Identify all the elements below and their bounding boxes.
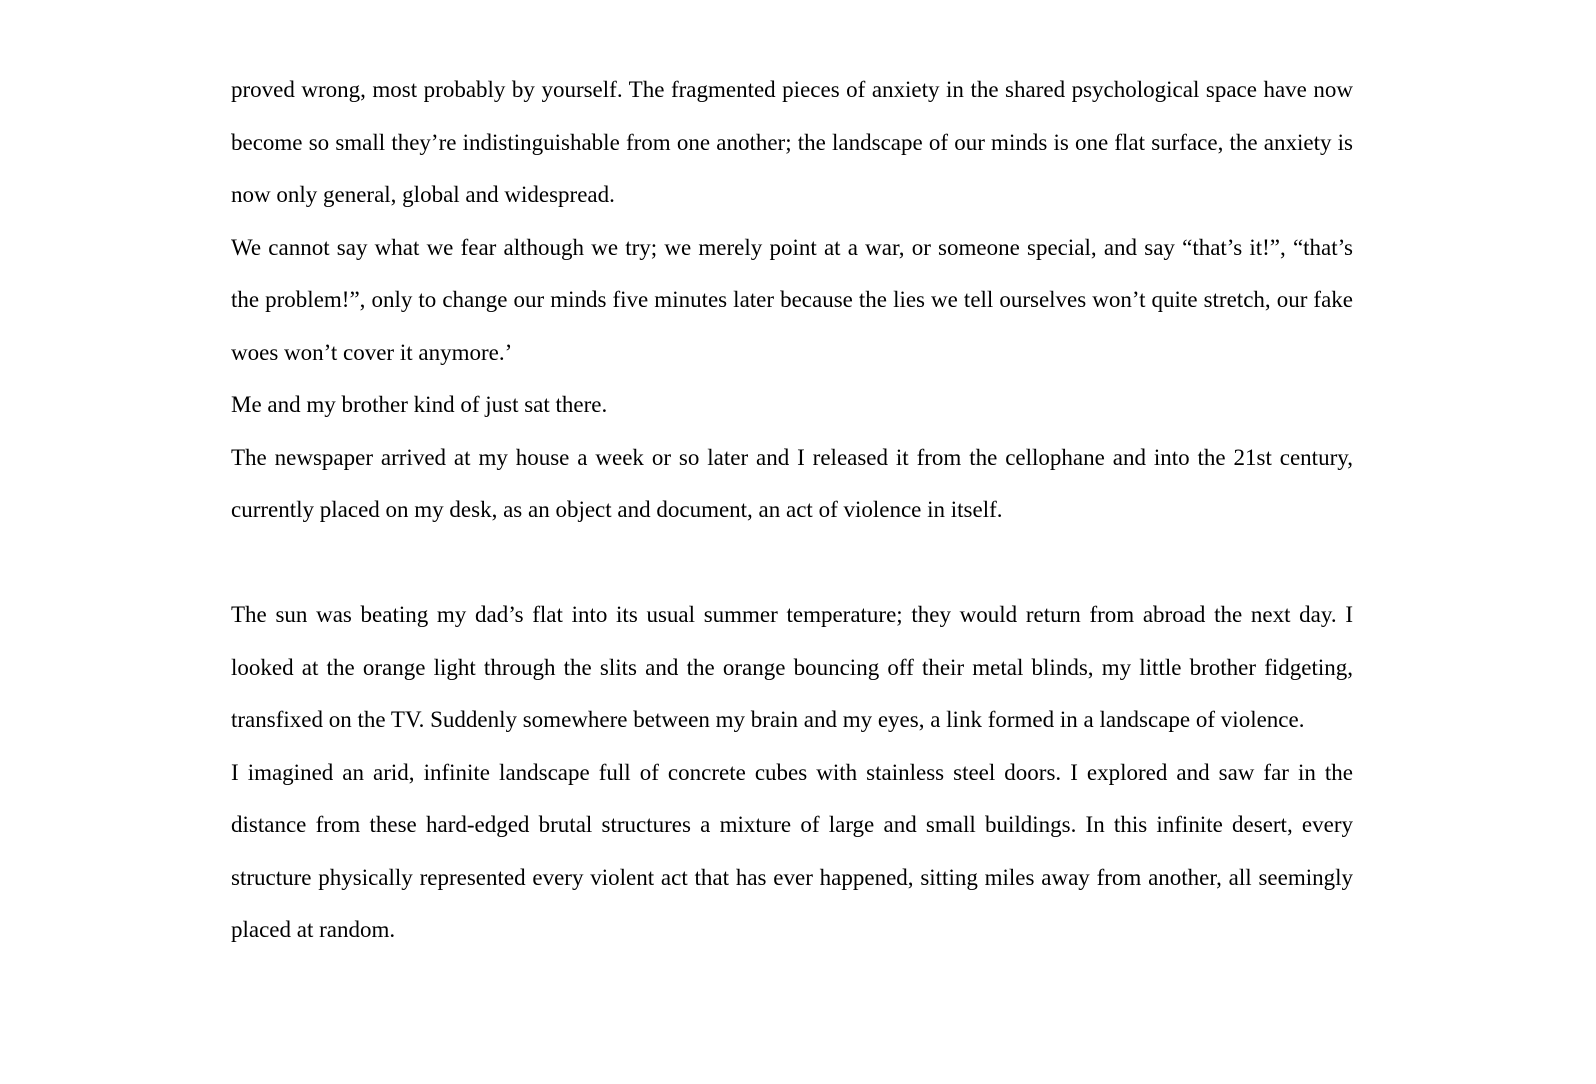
paragraph-anxiety: proved wrong, most probably by yourself. The fragmented pieces of anxiety in the shared psychological space have now become so small they’re indistinguishable from one another; the landscape of our minds is one flat surface, the anxiety is now only general, global and widespread. <box>231 77 1353 207</box>
paragraph-brother: Me and my brother kind of just sat there. <box>231 392 608 417</box>
body-text <box>231 64 1353 957</box>
paragraph-sun: The sun was beating my dad’s flat into its usual summer temperature; they would return from abroad the next day. I looked at the orange light through the slits and the orange bouncing off their metal blinds, my little brother fidgeting, transfixed on the TV. Suddenly somewhere between my brain and my eyes, a link formed in a landscape of violence. <box>231 602 1353 732</box>
paragraph-fear: We cannot say what we fear although we try; we merely point at a war, or someone special, and say “that’s it!”, “that’s the problem!”, only to change our minds five minutes later because the lies we tell ourselves won’t quite stretch, our fake woes won’t cover it anymore.’ <box>231 234 1353 365</box>
paragraph-landscape: I imagined an arid, infinite landscape full of concrete cubes with stainless steel doors. I explored and saw far in the distance from these hard-edged brutal structures a mixture of large and small buildings. In this infinite desert, every structure physically represented every violent act that has ever happened, sitting miles away from another, all seemingly placed at random. <box>231 759 1353 942</box>
paragraph-newspaper: The newspaper arrived at my house a week or so later and I released it from the cellophane and into the 21st century, currently placed on my desk, as an object and document, an act of violence in itself. <box>231 444 1353 522</box>
section-break <box>231 537 1353 590</box>
